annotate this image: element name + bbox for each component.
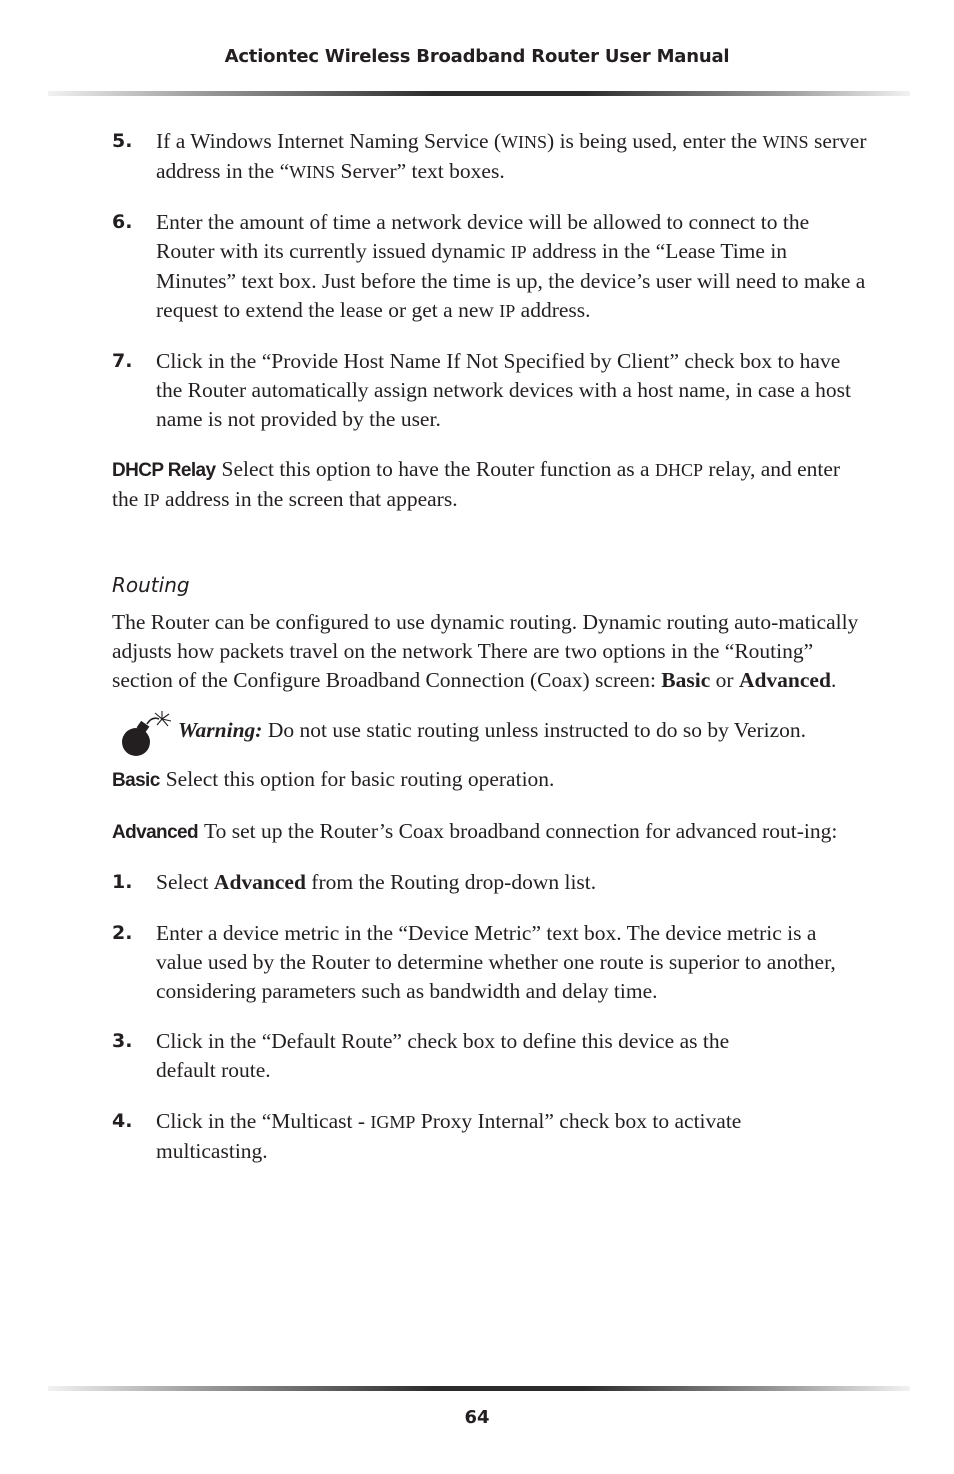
step-6: 6. Enter the amount of time a network device will be allowed to connect to the Router with its currently issued dynamic IP address in the “Lease Time in Minutes” text box. Just before the time is up, the device’s user will need to make a request to extend the lease or get a new IP address.	[112, 210, 866, 322]
step-number: 1.	[112, 871, 133, 893]
step-2: 2. Enter a device metric in the “Device Metric” text box. The device metric is a value used by the Router to determine whether one route is superior to another, considering parameters such as bandwidth and delay time.	[112, 921, 836, 1003]
header-rule	[48, 91, 910, 96]
advanced-paragraph: Advanced To set up the Router’s Coax broadband connection for advanced rout-ing:	[112, 819, 838, 843]
warning-note: Warning: Do not use static routing unless instructed to do so by Verizon.	[112, 716, 868, 745]
basic-paragraph: Basic Select this option for basic routing operation.	[112, 767, 555, 791]
step-number: 3.	[112, 1030, 133, 1052]
page-number: 64	[464, 1407, 490, 1428]
bomb-icon	[116, 710, 182, 760]
step-number: 7.	[112, 350, 133, 372]
basic-term: Basic	[112, 770, 160, 791]
dhcp-relay-paragraph: DHCP Relay Select this option to have the Router function as a DHCP relay, and enter the IP address in the screen that appears.	[112, 457, 841, 511]
step-1: 1. Select Advanced from the Routing drop-down list.	[112, 868, 868, 897]
step-number: 2.	[112, 922, 133, 944]
step-3: 3. Click in the “Default Route” check box to define this device as the default route.	[112, 1029, 730, 1082]
warning-label: Warning:	[178, 718, 263, 742]
footer-rule	[48, 1386, 910, 1391]
step-number: 4.	[112, 1110, 133, 1132]
step-4: 4. Click in the “Multicast - IGMP Proxy Internal” check box to activate multicasting.	[112, 1109, 742, 1163]
step-5: 5. If a Windows Internet Naming Service (WINS) is being used, enter the WINS server address in the “WINS Server” text boxes.	[112, 129, 867, 183]
step-7: 7. Click in the “Provide Host Name If Not Specified by Client” check box to have the Router automatically assign network devices with a host name, in case a host name is not provided by the user.	[112, 349, 851, 431]
step-number: 6.	[112, 211, 133, 233]
section-heading-routing: Routing	[112, 573, 190, 597]
dhcp-relay-term: DHCP Relay	[112, 460, 216, 481]
step-number: 5.	[112, 130, 133, 152]
running-header: Actiontec Wireless Broadband Router User Manual	[224, 46, 730, 67]
page-body	[112, 127, 868, 1166]
advanced-term: Advanced	[112, 822, 199, 843]
routing-intro: The Router can be configured to use dynamic routing. Dynamic routing auto-matically adjusts how packets travel on the network There are two options in the “Routing” section of the Configure Broadband Connection (Coax) screen: Basic or Advanced.	[112, 610, 859, 692]
